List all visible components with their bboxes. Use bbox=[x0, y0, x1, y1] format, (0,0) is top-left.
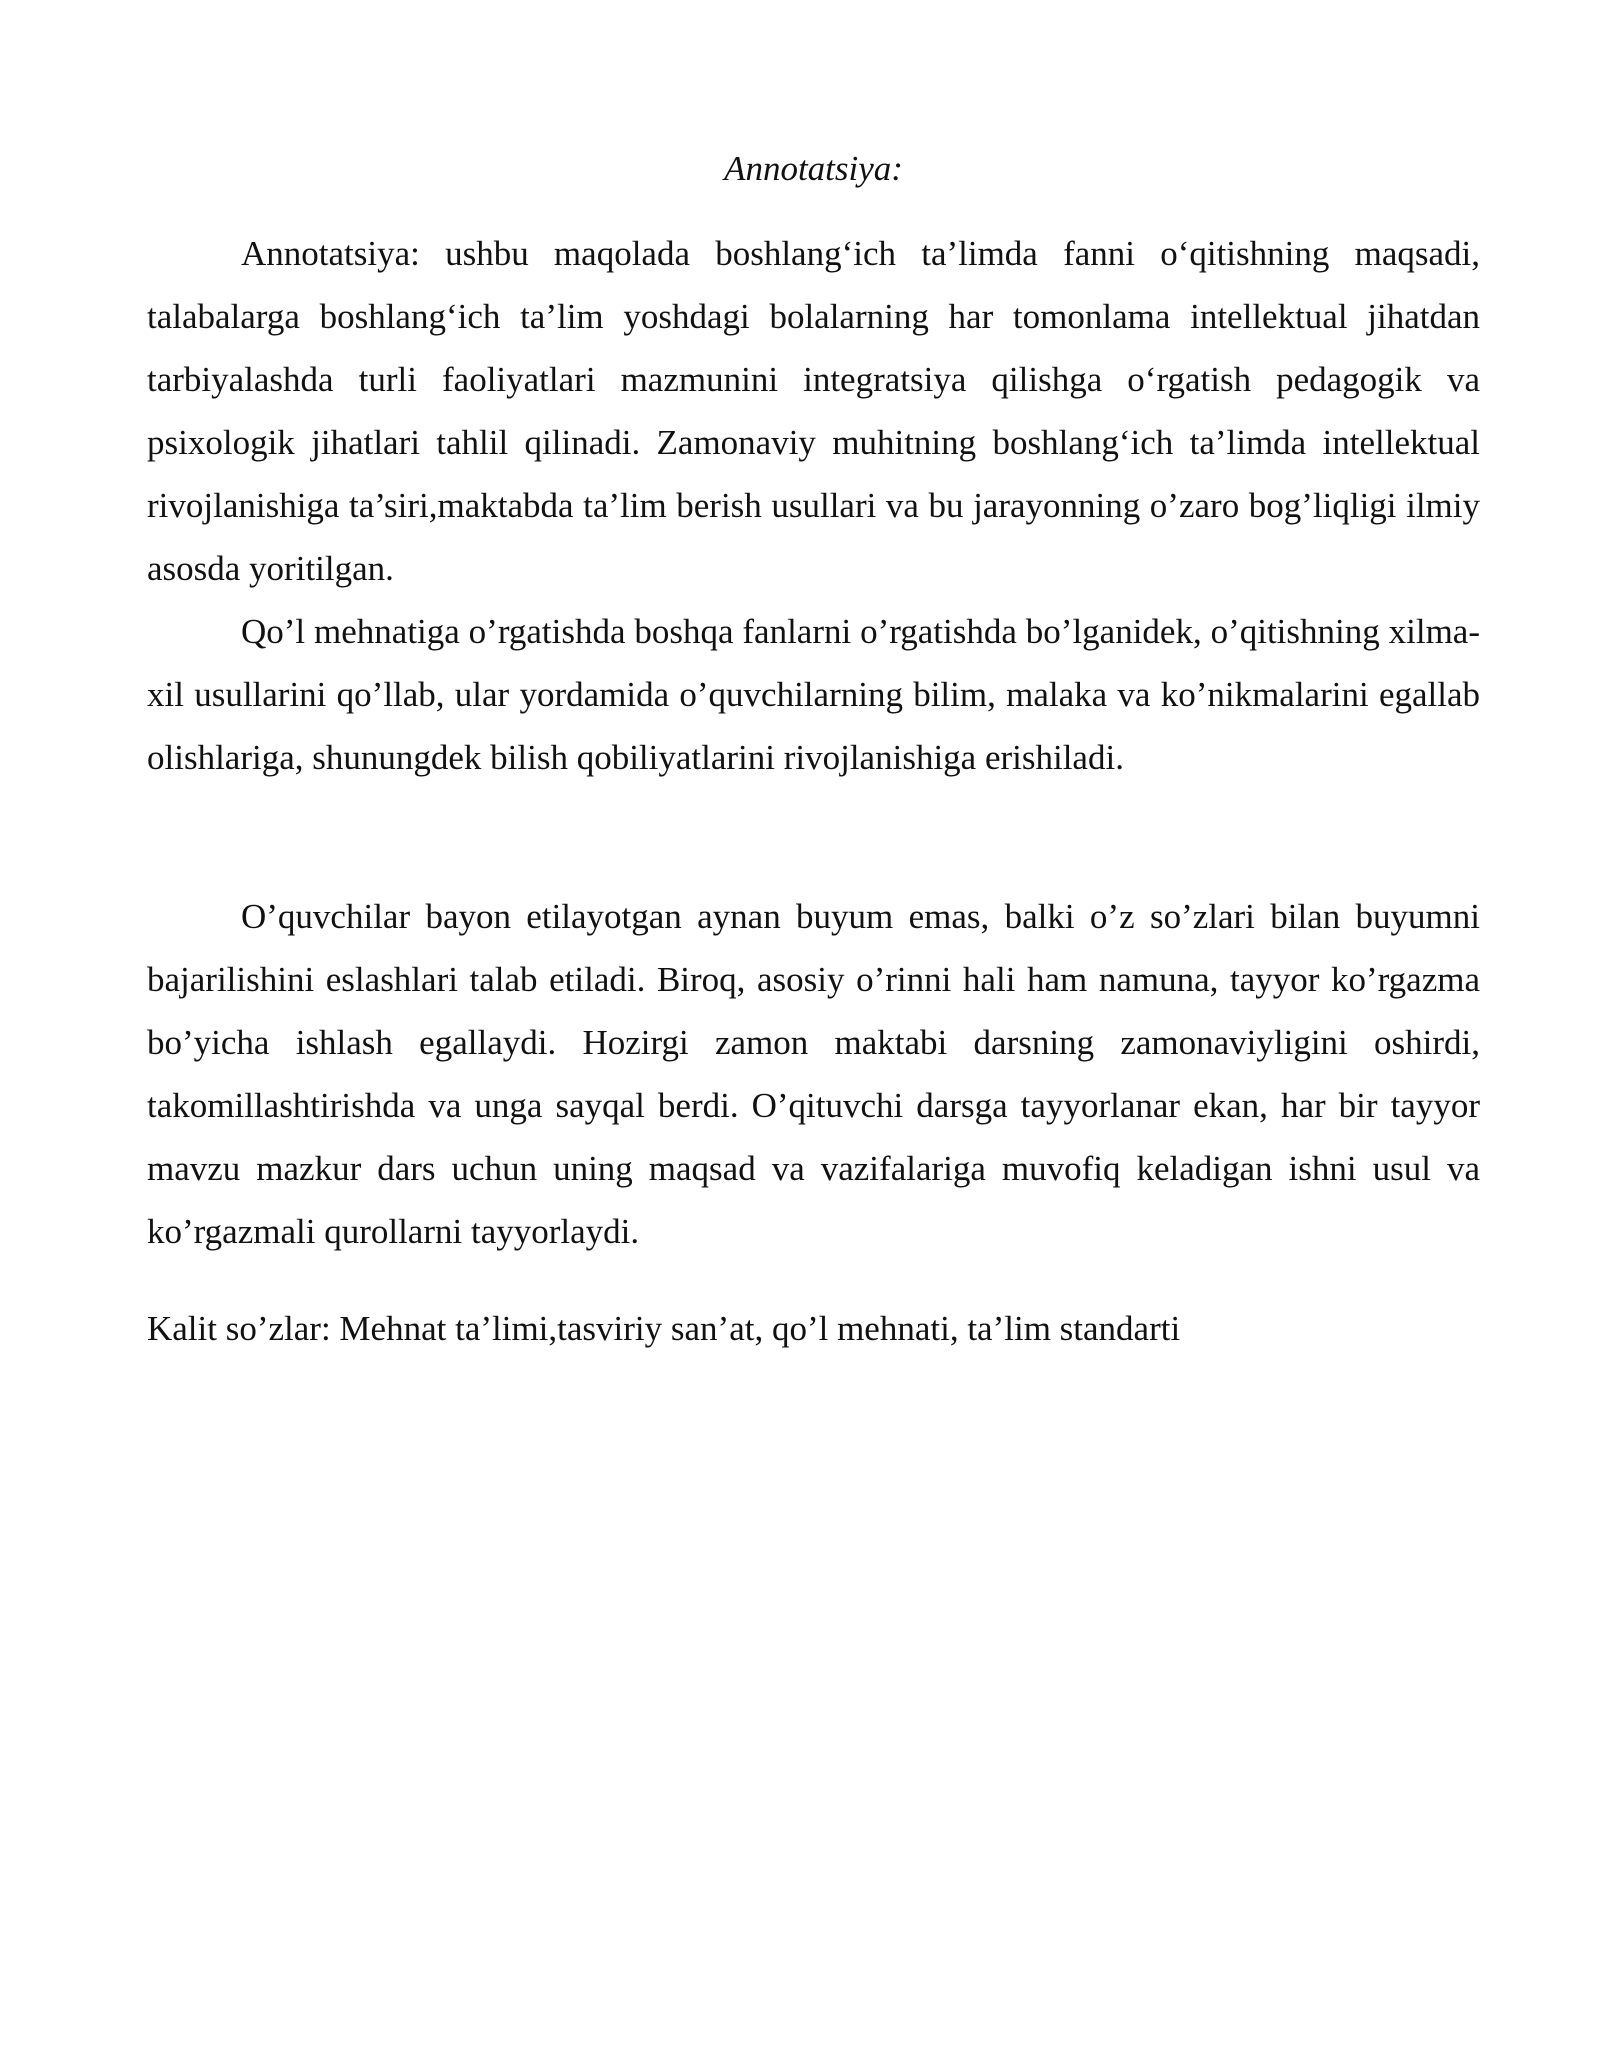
paragraph-students: O’quvchilar bayon etilayotgan aynan buyum emas, balki o’z so’zlari bilan buyumni bajarilishini eslashlari talab etiladi. Biroq, asosiy o’rinni hali ham namuna, tayyor ko’rgazma bo’yicha ishlash egallaydi. Hozirgi zamon maktabi darsning zamonaviyligini oshirdi, takomillashtirishda va unga sayqal berdi. O’qituvchi darsga tayyorlanar ekan, har bir tayyor mavzu mazkur dars uchun uning maqsad va vazifalariga muvofiq keladigan ishni usul va ko’rgazmali qurollarni tayyorlaydi. bbox=[147, 897, 1480, 1251]
document-page bbox=[147, 0, 1480, 2070]
annotation-heading: Annotatsiya: bbox=[724, 149, 903, 188]
keywords-line: Kalit so’zlar: Mehnat ta’limi,tasviriy san’at, qo’l mehnati, ta’lim standarti bbox=[147, 1309, 1181, 1348]
paragraph-manual-labor: Qo’l mehnatiga o’rgatishda boshqa fanlarni o’rgatishda bo’lganidek, o’qitishning xilma-xil usullarini qo’llab, ular yordamida o’quvchilarning bilim, malaka va ko’nikmalarini egallab olishlariga, shunungdek bilish qobiliyatlarini rivojlanishiga erishiladi. bbox=[147, 612, 1480, 777]
paragraph-annotation: Annotatsiya: ushbu maqolada boshlang‘ich ta’limda fanni o‘qitishning maqsadi, talabalarga boshlang‘ich ta’lim yoshdagi bolalarning har tomonlama intellektual jihatdan tarbiyalashda turli faoliyatlari mazmunini integratsiya qilishga o‘rgatish pedagogik va psixologik jihatlari tahlil qilinadi. Zamonaviy muhitning boshlang‘ich ta’limda intellektual rivojlanishiga ta’siri,maktabda ta’lim berish usullari va bu jarayonning o’zaro bog’liqligi ilmiy asosda yoritilgan. bbox=[147, 234, 1480, 588]
